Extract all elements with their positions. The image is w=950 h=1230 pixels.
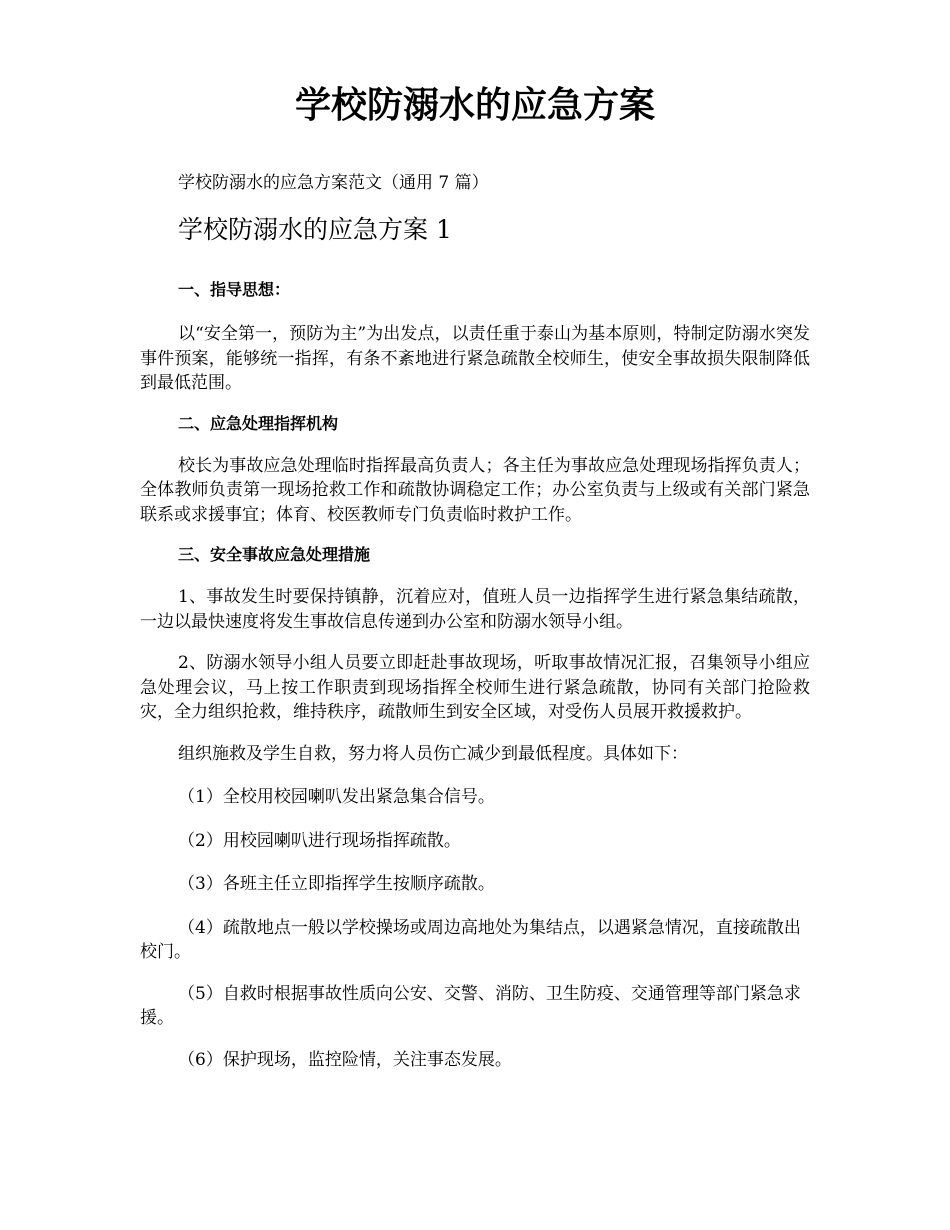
list-item: （1）全校用校园喇叭发出紧急集合信号。 <box>178 787 495 807</box>
list-item: （2）用校园喇叭进行现场指挥疏散。 <box>178 830 461 851</box>
list-item: （4）疏散地点一般以学校操场或周边高地处为集结点，以遇紧急情况，直接疏散出校门。 <box>140 917 801 962</box>
paragraph-guiding-ideology: 以“安全第一，预防为主”为出发点，以责任重于泰山为基本原则，特制定防溺水突发事件预案，能够统一指挥，有条不紊地进行紧急疏散全校师生，使安全事故损失限制降低到最低范围。 <box>140 324 810 393</box>
paragraph-command-structure: 校长为事故应急处理临时指挥最高负责人；各主任为事故应急处理现场指挥负责人；全体教师负责第一现场抢救工作和疏散协调稳定工作；办公室负责与上级或有关部门紧急联系或求援事宜；体育、校医教师专门负责临时救护工作。 <box>140 455 810 525</box>
list-item: （3）各班主任立即指挥学生按顺序疏散。 <box>178 874 495 894</box>
section-title: 学校防溺水的应急方案 1 <box>178 215 452 244</box>
document-title: 学校防溺水的应急方案 <box>294 85 655 126</box>
list-item: （5）自救时根据事故性质向公安、交警、消防、卫生防疫、交通管理等部门紧急求援。 <box>140 983 801 1028</box>
paragraph-measure-1: 1、事故发生时要保持镇静，沉着应对，值班人员一边指挥学生进行紧急集结疏散，一边以最快速度将发生事故信息传递到办公室和防溺水领导小组。 <box>140 587 810 632</box>
heading-command-structure: 二、应急处理指挥机构 <box>178 413 339 433</box>
document-subtitle: 学校防溺水的应急方案范文（通用 7 篇） <box>178 173 489 193</box>
paragraph-measure-2: 2、防溺水领导小组人员要立即赶赴事故现场，听取事故情况汇报，召集领导小组应急处理会议，马上按工作职责到现场指挥全校师生进行紧急疏散，协同有关部门抢险救灾，全力组织抢救，维持秩序，疏散师生到安全区域，对受伤人员展开救援救护。 <box>140 653 810 722</box>
list-item: （6）保护现场，监控险情，关注事态发展。 <box>178 1049 512 1070</box>
paragraph-rescue-intro: 组织施救及学生自救，努力将人员伤亡减少到最低程度。具体如下： <box>178 743 688 764</box>
heading-guiding-ideology: 一、指导思想： <box>178 280 291 299</box>
heading-emergency-measures: 三、安全事故应急处理措施 <box>178 545 371 564</box>
